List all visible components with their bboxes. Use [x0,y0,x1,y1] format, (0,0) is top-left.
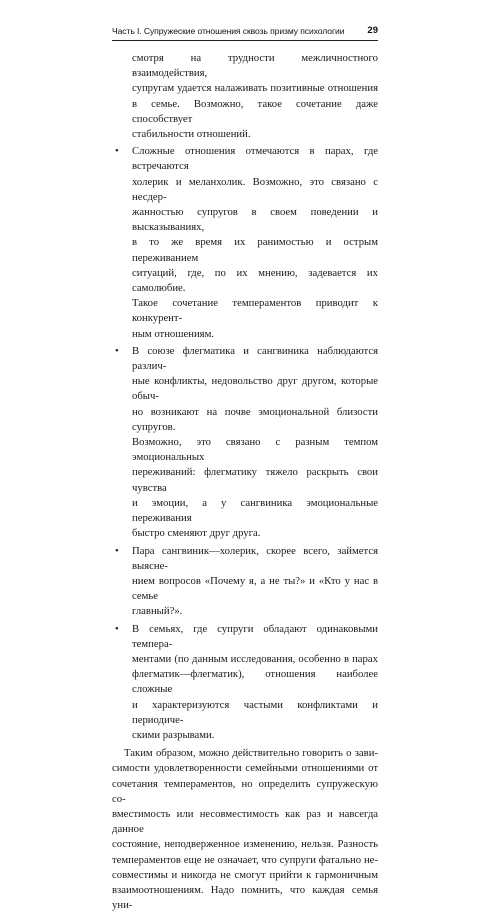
text-line: в то же время их ранимостью и острым переживанием [132,236,378,264]
bullet-marker: • [115,344,119,357]
text-line: Такое сочетание темпераментов приводит к конкурент- [132,297,378,325]
bullet-item [112,544,378,620]
text-line: стабильности отношений. [132,128,251,141]
text-line: главный?». [132,605,183,618]
text-line: и эмоции, а у сангвиника эмоциональные переживания [132,496,378,525]
running-title: Часть I. Супружеские отношения сквозь призму психологии [112,26,345,36]
bullet-marker: • [115,145,119,158]
text-line: нием вопросов «Почему я, а не ты?» и «Кто у нас в семье [132,574,378,603]
text-line: в семье. Возможно, такое сочетание даже способствует [132,97,378,125]
text-line: Таким образом, можно действительно говорить о зави- [124,747,378,760]
text-line: холерик и меланхолик. Возможно, это связано с несдер- [132,175,378,203]
text-line: флегматик—флегматик), отношения наиболее сложные [132,668,378,696]
bullet-marker: • [115,544,119,557]
text-line: переживаний: флегматику тяжело раскрыть свои чувства [132,466,378,494]
text-line: состояние, неподверженное изменению, нельзя. Разность [112,838,378,851]
bullet-item [112,622,378,744]
continuation-paragraph [112,51,378,142]
summary-paragraph [112,746,378,913]
text-line: но возникают на почве эмоциональной близости супругов. [132,405,378,433]
text-line: скими разрывами. [132,728,215,741]
text-line: и характеризуются частыми конфликтами и периодиче- [132,698,378,726]
bullet-marker: • [115,622,119,635]
text-line: вместимость или несовместимость как раз и навсегда данное [112,807,378,836]
text-line: быстро сменяют друг друга. [132,527,261,540]
text-line: Возможно, это связано с разным темпом эмоциональных [132,436,378,464]
bullet-item [112,144,378,342]
text-line: Пара сангвиник—холерик, скорее всего, займется выясне- [132,544,378,572]
text-line: ным отношениям. [132,327,215,340]
text-line: ситуаций, где, по их мнению, задевается их самолюбие. [132,266,378,295]
text-line: супругам удается налаживать позитивные отношения [132,82,378,95]
text-line: ные конфликты, недовольство друг другом, которые обыч- [132,375,378,403]
text-line: взаимоотношениям. Надо помнить, что каждая семья уни- [112,883,378,912]
page-body [112,51,378,913]
running-header [112,22,378,41]
bullet-item [112,344,378,542]
text-line: жанностью супругов в своем поведении и высказываниях, [132,206,378,234]
text-line: В союзе флегматика и сангвиника наблюдаются различ- [132,344,378,373]
text-line: Сложные отношения отмечаются в парах, где встречаются [132,145,378,173]
text-line: смотря на трудности межличностного взаимодействия, [132,52,378,80]
page-number: 29 [367,25,378,36]
text-line: В семьях, где супруги обладают одинаковыми темпера- [132,622,378,650]
text-line: симости удовлетворенности семейными отношениями от [112,762,378,775]
text-line: ментами (по данным исследования, особенно в парах [132,652,378,665]
text-line: темпераментов еще не означает, что супруги фатально не- [112,853,378,866]
text-line: совместимы и никогда не смогут прийти к гармоничным [112,868,378,881]
text-line: сочетания темпераментов, но определить супружескую со- [112,777,378,805]
